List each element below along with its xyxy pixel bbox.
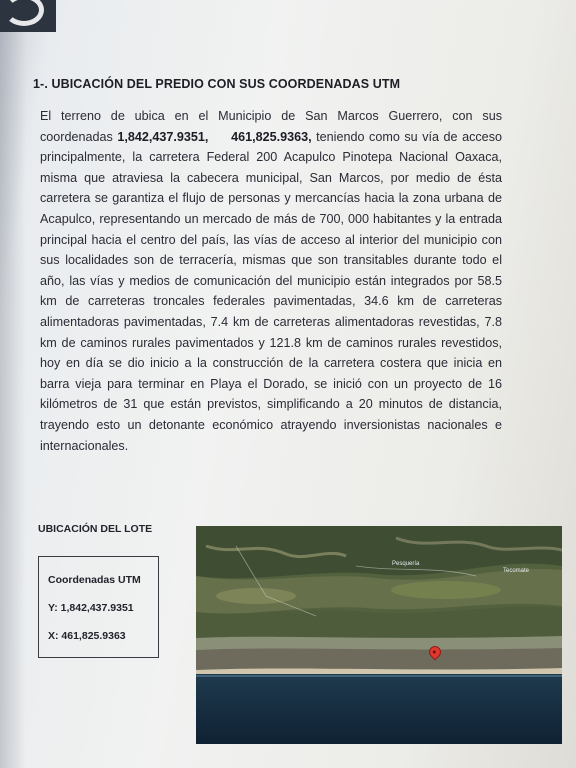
- coordinate-x: X: 461,825.9363: [48, 630, 126, 642]
- map-place-label: Tecomate: [503, 568, 530, 574]
- satellite-terrain: [196, 526, 562, 744]
- location-description: [40, 106, 502, 456]
- paragraph-intro: El terreno de ubica en el Municipio de San Marcos Guerrero, con sus coordenadas: [40, 109, 502, 144]
- lot-location-label: UBICACIÓN DEL LOTE: [38, 523, 153, 535]
- paragraph-rest: teniendo como su vía de acceso principalmente, la carretera Federal 200 Acapulco Pinotepa Nacional Oaxaca, misma que atraviesa la cabecera municipal, San Marcos, por medio de ésta carretera se garantiza el flujo de personas y mercancías hacia la zona urbana de Acapulco, representando un mercado de más de 700, 000 habitantes y la entrada principal hacia el centro del país, las vías de acceso al interior del municipio con sus localidades son de terracería, mismas que son transitables durante todo el año, las vías y medios de comunicación del municipio están integrados por 58.5 km de carreteras troncales federales pavimentadas, 34.6 km de carreteras alimentadoras pavimentadas, 7.4 km de carreteras alimentadoras revestidas, 7.8 km de caminos rurales pavimentados y 121.8 km de caminos rurales revestidos, hoy en día se dio inicio a la construcción de la carretera costera que inicia en barra vieja para terminar en Playa el Dorado, se inició con un proyecto de 16 kilómetros de 31 que están previstos, simplificando a 20 minutos de distancia, trayendo esto un detonante económico atrayendo inversionistas nacionales e internacionales.: [40, 129, 502, 453]
- satellite-map[interactable]: [196, 526, 562, 744]
- map-place-label: Pesquería: [392, 561, 420, 567]
- logo-mark-icon: [4, 0, 44, 26]
- section-heading: 1-. UBICACIÓN DEL PREDIO CON SUS COORDENADAS UTM: [33, 77, 401, 91]
- coordinate-y: Y: 1,842,437.9351: [48, 602, 134, 614]
- coordinates-box: [38, 556, 159, 658]
- inline-coordinate-x: 461,825.9363,: [231, 129, 312, 144]
- company-logo: [0, 0, 56, 32]
- coordinates-title: Coordenadas UTM: [48, 574, 141, 586]
- page-edge-shadow: [0, 0, 26, 768]
- inline-coordinate-y: 1,842,437.9351,: [117, 129, 209, 144]
